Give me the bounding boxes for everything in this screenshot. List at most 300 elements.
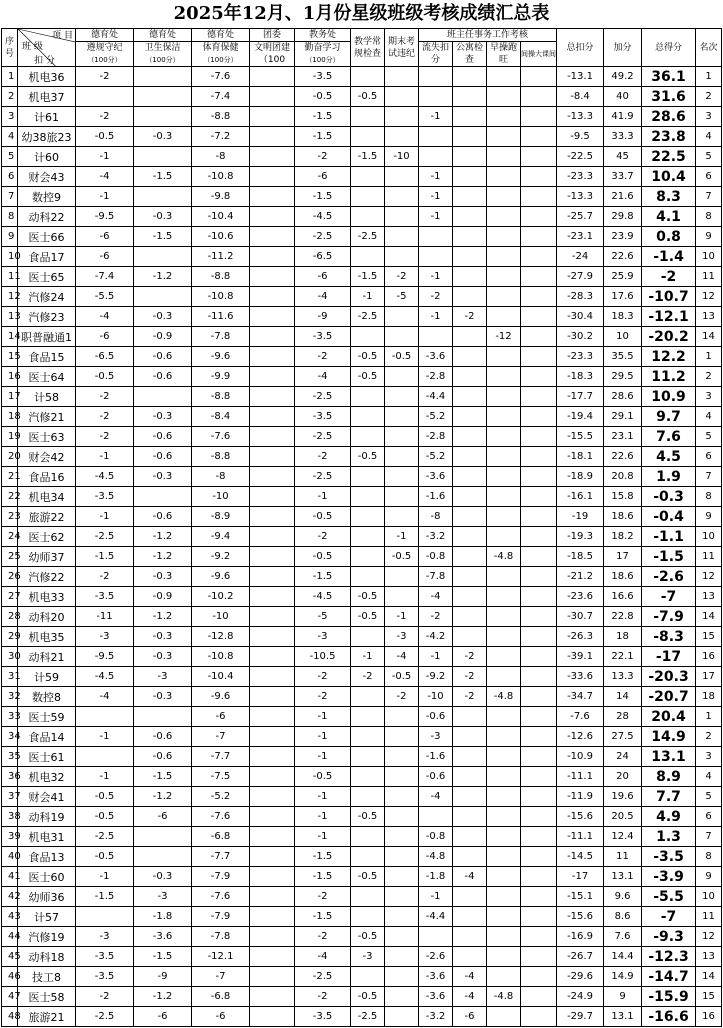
table-cell: [250, 507, 295, 527]
table-cell: -0.5: [351, 927, 385, 947]
table-cell: 18.6: [604, 507, 642, 527]
table-cell: 4: [696, 767, 722, 787]
table-cell: 24: [604, 747, 642, 767]
table-cell: [134, 387, 192, 407]
table-cell: -1.8: [419, 867, 453, 887]
table-cell: -1: [295, 787, 351, 807]
table-cell: -26.3: [557, 627, 604, 647]
table-cell: 9: [696, 507, 722, 527]
table-cell: 15: [696, 987, 722, 1007]
table-cell: -10.8: [192, 287, 250, 307]
table-cell: -39.1: [557, 647, 604, 667]
table-cell: [453, 347, 487, 367]
table-cell: -2: [419, 287, 453, 307]
table-cell: -0.9: [134, 327, 192, 347]
table-cell: -2.5: [76, 527, 134, 547]
table-cell: 20.8: [604, 467, 642, 487]
table-cell: 18: [2, 407, 18, 427]
table-cell: 14: [696, 967, 722, 987]
table-cell: 4: [696, 407, 722, 427]
table-cell: [351, 427, 385, 447]
table-cell: -4.4: [419, 387, 453, 407]
table-cell: [521, 247, 557, 267]
table-cell: 6: [2, 167, 18, 187]
table-cell: [385, 447, 419, 467]
table-cell: 1.3: [642, 827, 696, 847]
table-cell: -5.2: [419, 447, 453, 467]
table-cell: -4: [295, 287, 351, 307]
table-cell: -0.5: [351, 347, 385, 367]
table-cell: [453, 107, 487, 127]
table-cell: [487, 967, 521, 987]
table-cell: -12.6: [557, 727, 604, 747]
table-cell: -2: [453, 647, 487, 667]
table-cell: 27.5: [604, 727, 642, 747]
table-cell: [250, 427, 295, 447]
header-total: 总得分: [642, 29, 696, 67]
table-cell: [487, 827, 521, 847]
table-cell: 4.1: [642, 207, 696, 227]
table-cell: -1.5: [76, 547, 134, 567]
table-cell: -0.5: [295, 767, 351, 787]
table-cell: [487, 167, 521, 187]
header-diagonal: [18, 29, 76, 67]
table-cell: [351, 127, 385, 147]
table-cell: 5: [696, 147, 722, 167]
table-cell: [250, 467, 295, 487]
table-cell: -0.3: [134, 567, 192, 587]
table-row: [2, 407, 722, 427]
table-cell: [351, 107, 385, 127]
table-cell: -0.3: [134, 647, 192, 667]
table-cell: [487, 147, 521, 167]
table-cell: 34: [2, 727, 18, 747]
table-cell: [351, 327, 385, 347]
table-cell: 14: [696, 327, 722, 347]
table-cell: -1.5: [642, 547, 696, 567]
table-cell: 22.6: [604, 447, 642, 467]
table-cell: -3.6: [419, 987, 453, 1007]
table-cell: 19.6: [604, 787, 642, 807]
table-cell: [351, 387, 385, 407]
table-cell: -1: [419, 167, 453, 187]
table-cell: -4.8: [487, 987, 521, 1007]
table-cell: 6: [696, 167, 722, 187]
table-cell: -2: [76, 987, 134, 1007]
table-cell: [453, 587, 487, 607]
table-cell: -1.5: [295, 107, 351, 127]
table-cell: 9: [696, 227, 722, 247]
table-cell: -7.2: [192, 127, 250, 147]
table-cell: [487, 607, 521, 627]
table-cell: 1: [696, 707, 722, 727]
table-cell: -23.1: [557, 227, 604, 247]
table-cell: [453, 627, 487, 647]
table-cell: [76, 907, 134, 927]
table-cell: -0.3: [642, 487, 696, 507]
header-seq: 序号: [2, 29, 18, 67]
table-cell: [487, 107, 521, 127]
table-cell: 3: [696, 387, 722, 407]
table-cell: 食品17: [18, 247, 76, 267]
table-row: [2, 587, 722, 607]
table-cell: -4: [385, 647, 419, 667]
table-row: [2, 527, 722, 547]
table-cell: 10: [2, 247, 18, 267]
table-cell: -0.8: [419, 827, 453, 847]
table-row: [2, 627, 722, 647]
table-cell: -8.8: [192, 447, 250, 467]
table-cell: [419, 147, 453, 167]
table-cell: -2.5: [295, 427, 351, 447]
table-cell: [76, 747, 134, 767]
table-cell: -4.8: [419, 847, 453, 867]
table-cell: [521, 507, 557, 527]
table-cell: -2: [385, 687, 419, 707]
table-row: [2, 307, 722, 327]
table-cell: 动科20: [18, 607, 76, 627]
table-cell: 11: [696, 907, 722, 927]
table-cell: 食品13: [18, 847, 76, 867]
table-cell: [453, 607, 487, 627]
table-cell: -8: [192, 467, 250, 487]
table-cell: 36: [2, 767, 18, 787]
table-cell: -1.5: [295, 127, 351, 147]
table-cell: -1.5: [134, 227, 192, 247]
table-cell: [487, 947, 521, 967]
table-cell: [134, 827, 192, 847]
table-cell: 4: [696, 127, 722, 147]
table-cell: 医士65: [18, 267, 76, 287]
table-cell: 8: [2, 207, 18, 227]
table-cell: [385, 187, 419, 207]
table-cell: -16.6: [642, 1007, 696, 1027]
table-cell: -9.9: [192, 367, 250, 387]
table-cell: [453, 67, 487, 87]
table-cell: [521, 647, 557, 667]
header-c3: [192, 42, 250, 67]
table-cell: 29.5: [604, 367, 642, 387]
table-cell: 26: [2, 567, 18, 587]
table-cell: 汽修19: [18, 927, 76, 947]
table-row: [2, 547, 722, 567]
table-cell: -1: [385, 607, 419, 627]
table-cell: -2.5: [76, 827, 134, 847]
table-cell: -1: [419, 647, 453, 667]
table-cell: 12: [696, 287, 722, 307]
table-cell: 12: [2, 287, 18, 307]
table-cell: -30.4: [557, 307, 604, 327]
table-cell: -7.9: [642, 607, 696, 627]
table-cell: [250, 547, 295, 567]
table-cell: [250, 147, 295, 167]
table-cell: 0.8: [642, 227, 696, 247]
table-cell: -26.7: [557, 947, 604, 967]
table-cell: -12.3: [642, 947, 696, 967]
table-cell: -6: [295, 167, 351, 187]
table-cell: 2: [2, 87, 18, 107]
table-cell: 3: [696, 747, 722, 767]
table-cell: 45: [2, 947, 18, 967]
table-cell: -3: [76, 627, 134, 647]
table-cell: [351, 507, 385, 527]
table-cell: [521, 687, 557, 707]
table-cell: -0.3: [134, 127, 192, 147]
table-cell: 2: [696, 87, 722, 107]
table-row: [2, 927, 722, 947]
table-cell: 汽修23: [18, 307, 76, 327]
table-cell: 20.5: [604, 807, 642, 827]
header-c5-dept: 教务处: [295, 29, 351, 42]
table-cell: [250, 87, 295, 107]
header-rank: 名次: [696, 29, 722, 67]
table-cell: -29.7: [557, 1007, 604, 1027]
table-cell: [521, 827, 557, 847]
table-cell: 13: [696, 587, 722, 607]
table-cell: -9.3: [642, 927, 696, 947]
table-cell: [521, 207, 557, 227]
table-cell: [487, 287, 521, 307]
table-cell: -0.5: [351, 607, 385, 627]
table-cell: [453, 387, 487, 407]
table-cell: [419, 127, 453, 147]
table-cell: 医士66: [18, 227, 76, 247]
table-cell: [385, 367, 419, 387]
table-cell: 19: [2, 427, 18, 447]
table-cell: [351, 187, 385, 207]
table-cell: -7.8: [192, 927, 250, 947]
table-cell: [250, 987, 295, 1007]
table-cell: -6.8: [192, 987, 250, 1007]
header-c2-dept: 德育处: [134, 29, 192, 42]
table-cell: [521, 347, 557, 367]
table-cell: -3.5: [295, 327, 351, 347]
table-cell: -5: [295, 607, 351, 627]
table-row: [2, 127, 722, 147]
table-cell: -1: [295, 747, 351, 767]
table-cell: -4: [76, 167, 134, 187]
table-cell: [453, 787, 487, 807]
table-row: [2, 807, 722, 827]
table-cell: -5: [385, 287, 419, 307]
table-row: [2, 867, 722, 887]
table-cell: [487, 247, 521, 267]
table-cell: -8.8: [192, 387, 250, 407]
table-row: [2, 367, 722, 387]
table-cell: -0.5: [385, 547, 419, 567]
table-cell: -0.6: [134, 727, 192, 747]
table-cell: -20.3: [642, 667, 696, 687]
table-cell: [419, 247, 453, 267]
table-cell: [487, 267, 521, 287]
table-cell: -2.5: [295, 467, 351, 487]
table-cell: -4: [419, 587, 453, 607]
table-cell: -3.2: [419, 527, 453, 547]
table-cell: -4.4: [419, 907, 453, 927]
table-cell: [453, 807, 487, 827]
table-cell: -1.5: [295, 847, 351, 867]
table-cell: [134, 487, 192, 507]
table-cell: 旅游21: [18, 1007, 76, 1027]
table-cell: [521, 387, 557, 407]
table-cell: -20.7: [642, 687, 696, 707]
table-cell: -4: [76, 307, 134, 327]
table-cell: -0.8: [419, 547, 453, 567]
table-cell: -0.3: [134, 207, 192, 227]
table-cell: 29: [2, 627, 18, 647]
table-cell: [351, 847, 385, 867]
header-c9: 公寓检查: [453, 42, 487, 67]
table-cell: [250, 907, 295, 927]
table-cell: [351, 67, 385, 87]
table-cell: 13: [696, 947, 722, 967]
table-cell: -0.5: [385, 347, 419, 367]
table-cell: [250, 247, 295, 267]
table-cell: -22.5: [557, 147, 604, 167]
table-cell: -13.3: [557, 107, 604, 127]
table-cell: -2: [76, 67, 134, 87]
table-cell: 计57: [18, 907, 76, 927]
table-cell: 15: [2, 347, 18, 367]
table-cell: -1: [419, 187, 453, 207]
table-cell: -3: [295, 627, 351, 647]
table-cell: 17: [604, 547, 642, 567]
table-cell: [487, 207, 521, 227]
table-cell: 9.7: [642, 407, 696, 427]
table-cell: [250, 807, 295, 827]
table-cell: 41: [2, 867, 18, 887]
table-cell: 6: [696, 447, 722, 467]
table-cell: -2: [453, 687, 487, 707]
table-cell: [76, 707, 134, 727]
table-cell: 28: [2, 607, 18, 627]
header-c5-name: 勤奋学习: [304, 43, 341, 53]
table-cell: 31.6: [642, 87, 696, 107]
table-row: [2, 947, 722, 967]
table-cell: [250, 967, 295, 987]
table-cell: -2: [642, 267, 696, 287]
table-cell: [521, 967, 557, 987]
table-cell: -4: [295, 367, 351, 387]
table-cell: -1: [76, 727, 134, 747]
table-cell: -7.4: [76, 267, 134, 287]
table-cell: 31: [2, 667, 18, 687]
table-cell: [250, 787, 295, 807]
table-cell: -17: [642, 647, 696, 667]
table-row: [2, 727, 722, 747]
table-cell: [487, 387, 521, 407]
table-cell: [385, 107, 419, 127]
table-cell: [419, 327, 453, 347]
table-row: [2, 687, 722, 707]
table-cell: [250, 727, 295, 747]
table-cell: -3.5: [76, 947, 134, 967]
table-cell: -14.5: [557, 847, 604, 867]
table-cell: -0.3: [134, 627, 192, 647]
header-c1-dept: 德育处: [76, 29, 134, 42]
table-cell: 13.3: [604, 667, 642, 687]
table-cell: [385, 407, 419, 427]
header-total-deduct: 总扣分: [557, 29, 604, 67]
table-cell: [487, 527, 521, 547]
table-cell: 20.4: [642, 707, 696, 727]
table-row: [2, 147, 722, 167]
table-row: [2, 387, 722, 407]
header-c5: [295, 42, 351, 67]
table-cell: -7: [192, 727, 250, 747]
table-cell: 27: [2, 587, 18, 607]
table-cell: [250, 187, 295, 207]
table-cell: 7.6: [642, 427, 696, 447]
table-cell: [250, 287, 295, 307]
table-cell: [385, 767, 419, 787]
table-cell: -14.7: [642, 967, 696, 987]
table-cell: 幼师36: [18, 887, 76, 907]
table-cell: [134, 287, 192, 307]
table-cell: [134, 847, 192, 867]
table-cell: [419, 87, 453, 107]
table-cell: [385, 587, 419, 607]
table-cell: 医士59: [18, 707, 76, 727]
table-cell: [250, 587, 295, 607]
table-cell: [521, 527, 557, 547]
table-cell: [487, 567, 521, 587]
table-cell: [385, 307, 419, 327]
table-cell: [453, 267, 487, 287]
table-cell: 医士61: [18, 747, 76, 767]
table-cell: -3.5: [295, 1007, 351, 1027]
diag-score-label: 扣 分: [34, 56, 55, 66]
table-cell: [385, 727, 419, 747]
table-cell: [250, 267, 295, 287]
table-cell: 35: [2, 747, 18, 767]
table-cell: [385, 487, 419, 507]
table-cell: -7: [642, 587, 696, 607]
table-cell: [385, 167, 419, 187]
table-cell: [250, 927, 295, 947]
table-cell: -6: [453, 1007, 487, 1027]
table-cell: 14.9: [642, 727, 696, 747]
table-cell: 计58: [18, 387, 76, 407]
table-cell: -0.4: [642, 507, 696, 527]
table-cell: -11.6: [192, 307, 250, 327]
table-row: [2, 767, 722, 787]
table-cell: 7: [696, 467, 722, 487]
header-c8: 流失扣分: [419, 42, 453, 67]
table-cell: -1.5: [134, 947, 192, 967]
table-cell: 8: [696, 207, 722, 227]
table-cell: -9.5: [557, 127, 604, 147]
table-cell: 幼38旅23: [18, 127, 76, 147]
table-cell: 16.6: [604, 587, 642, 607]
table-cell: -1.6: [419, 747, 453, 767]
table-cell: -8: [419, 507, 453, 527]
table-cell: -6: [134, 1007, 192, 1027]
table-cell: [453, 127, 487, 147]
table-cell: 18: [604, 627, 642, 647]
table-cell: [351, 827, 385, 847]
table-cell: [487, 487, 521, 507]
table-cell: 14: [604, 687, 642, 707]
table-cell: [521, 547, 557, 567]
table-cell: [453, 187, 487, 207]
table-cell: [250, 767, 295, 787]
table-cell: 11: [696, 547, 722, 567]
table-cell: [487, 587, 521, 607]
table-cell: [385, 927, 419, 947]
table-cell: [385, 87, 419, 107]
table-cell: [487, 427, 521, 447]
